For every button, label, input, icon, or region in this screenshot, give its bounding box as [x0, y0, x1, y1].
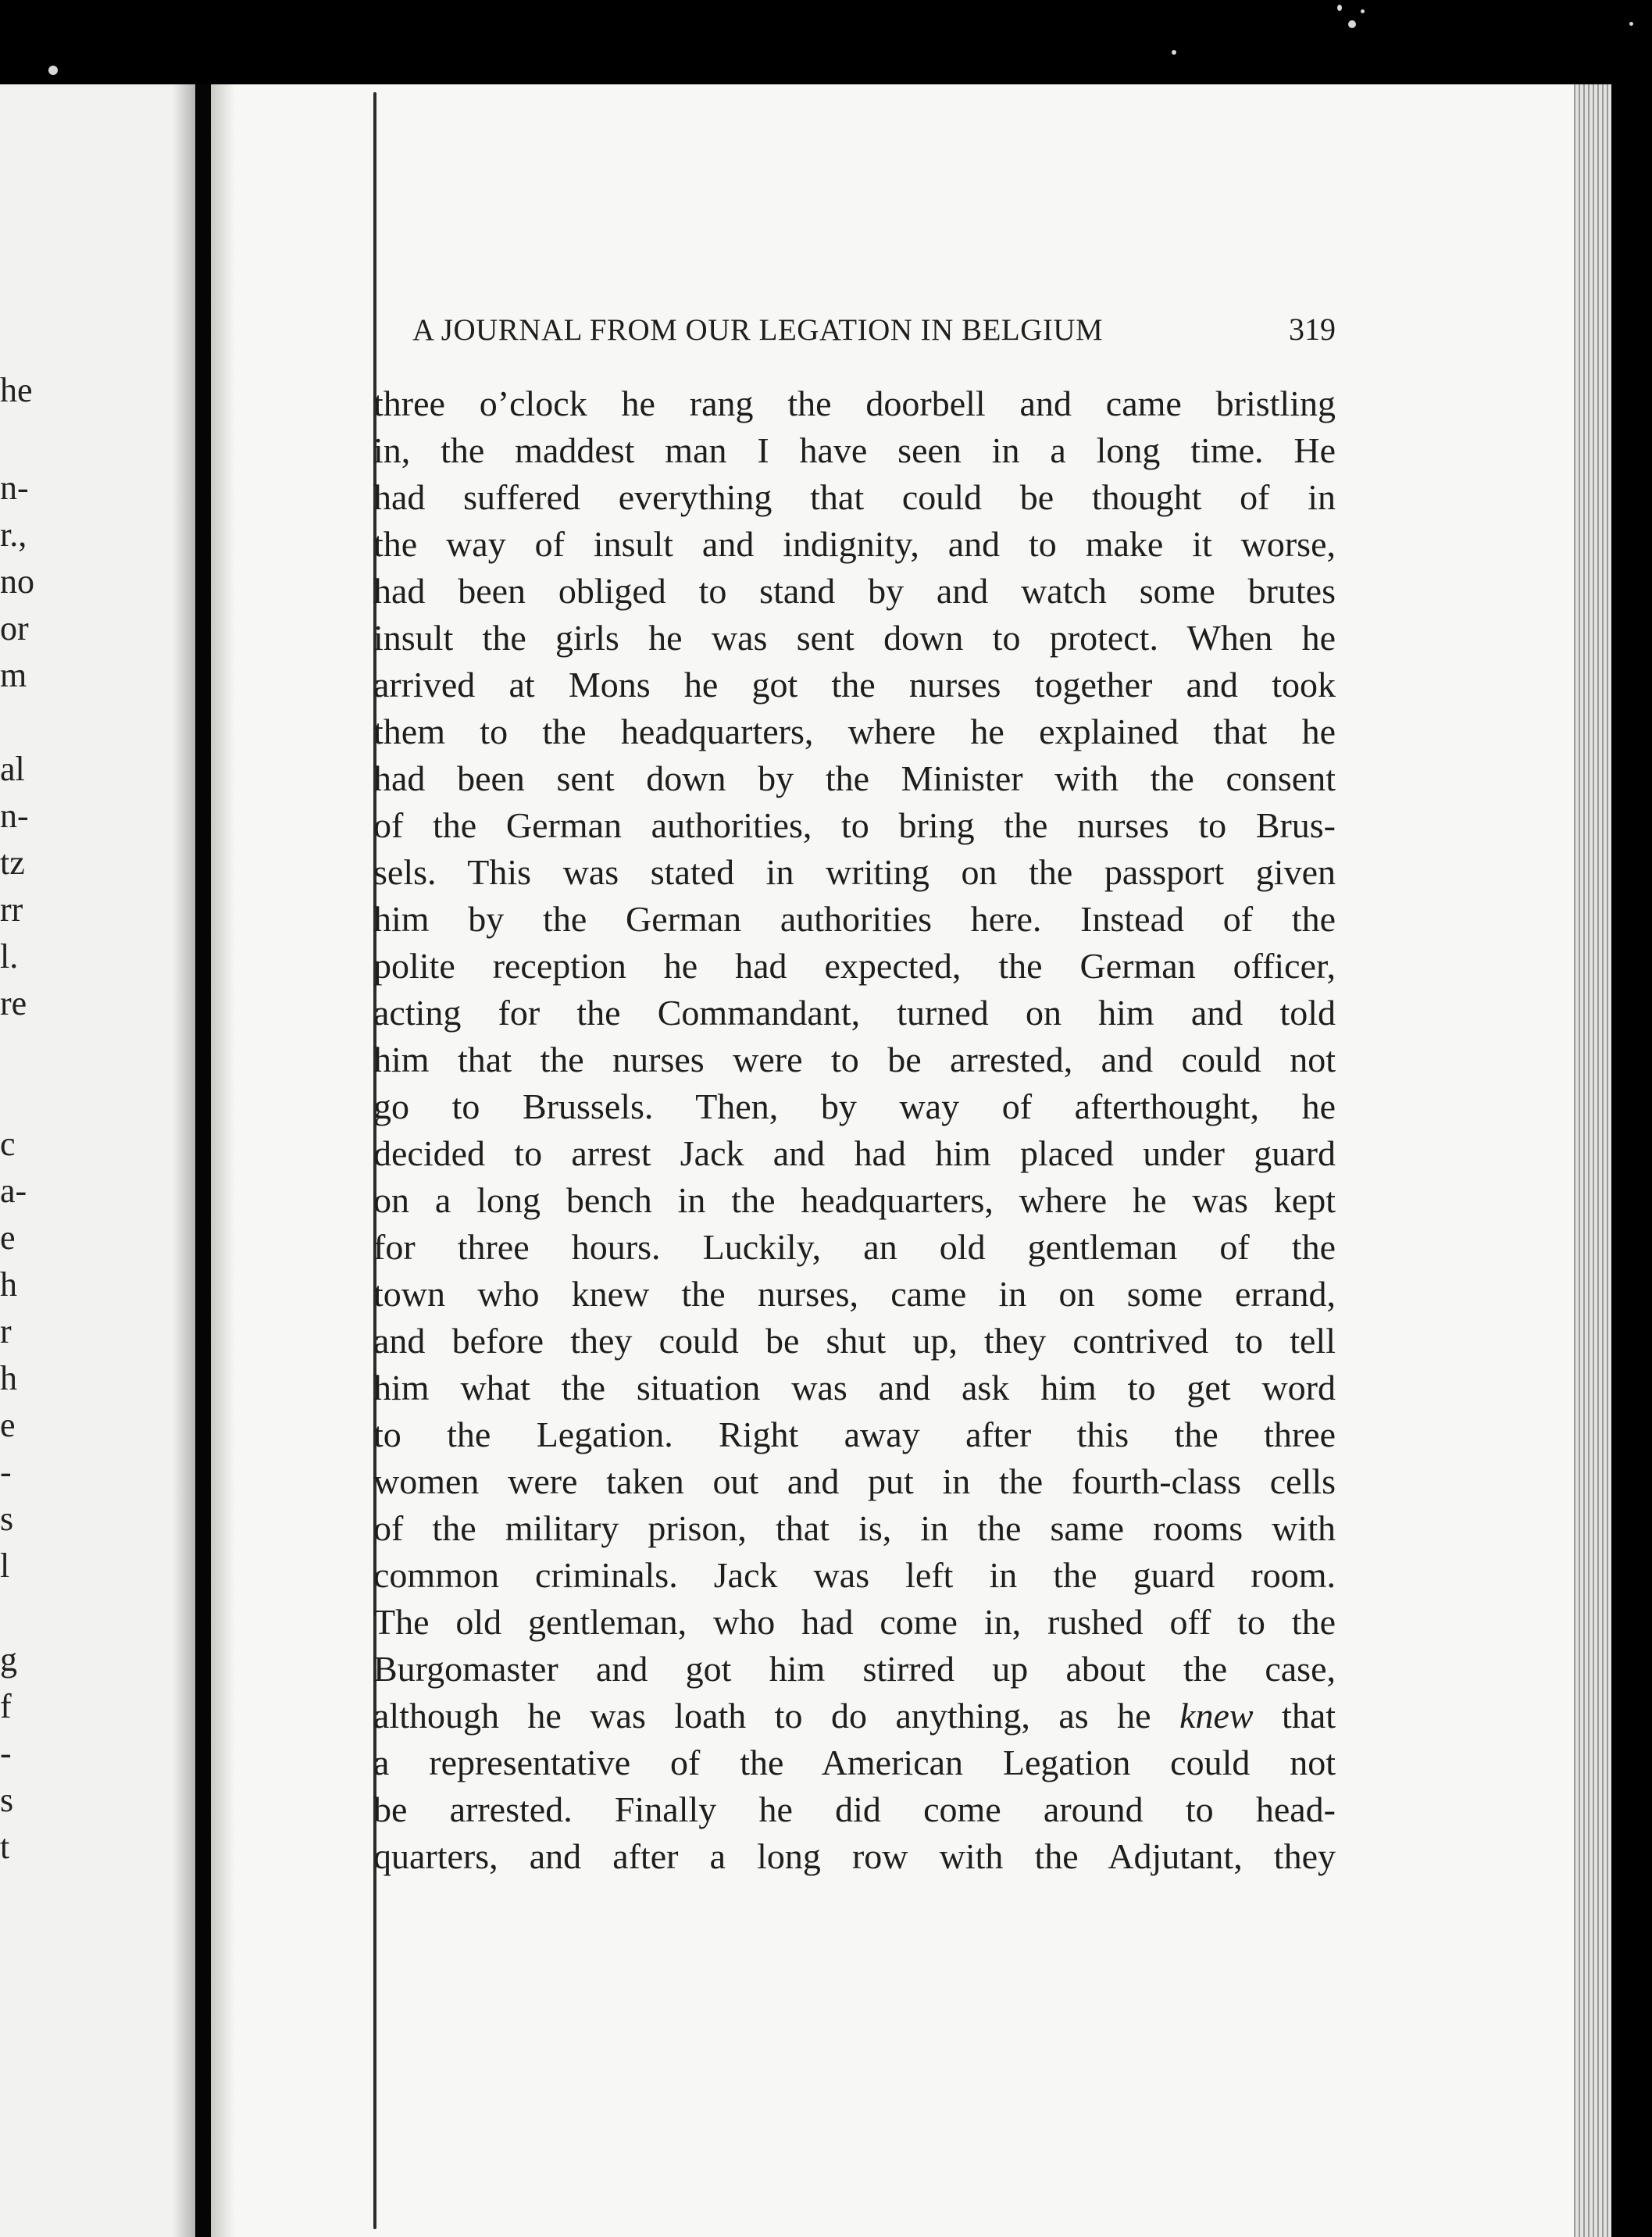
page-fold-shadow: [211, 84, 234, 2237]
facing-fragment: c: [0, 1125, 16, 1163]
text-run: that: [1282, 1696, 1336, 1736]
book-gutter: [195, 84, 211, 2237]
emphasized-word: knew: [1179, 1696, 1254, 1736]
facing-fragment: e: [0, 1406, 16, 1444]
text-line: had been sent down by the Minister with the consent: [373, 758, 1336, 798]
facing-page-shadow: [172, 84, 195, 2237]
text-line: him by the German authorities here. Instead of the: [373, 899, 1336, 939]
text-line: quarters, and after a long row with the Adjutant, they: [373, 1836, 1336, 1876]
text-line: of the military prison, that is, in the same rooms with: [373, 1508, 1336, 1548]
text-line: to the Legation. Right away after this the three: [373, 1415, 1336, 1454]
text-line: in, the maddest man I have seen in a long time. He: [373, 430, 1336, 470]
scan-speck: [1172, 50, 1176, 55]
facing-fragment: f: [0, 1687, 12, 1725]
facing-fragment: g: [0, 1640, 17, 1679]
facing-fragment: s: [0, 1781, 14, 1819]
facing-fragment: l: [0, 1547, 10, 1585]
text-line: had been obliged to stand by and watch some brutes: [373, 571, 1336, 611]
facing-fragment: rr: [0, 890, 23, 929]
text-line: three o’clock he rang the doorbell and came bristling: [373, 384, 1336, 423]
facing-fragment: he: [0, 371, 33, 409]
scan-speck: [1348, 20, 1356, 28]
running-head: [412, 311, 1336, 348]
facing-fragment: or: [0, 609, 29, 648]
facing-fragment: t: [0, 1828, 10, 1866]
facing-fragment: a-: [0, 1172, 27, 1210]
body-text: [373, 380, 1336, 1880]
facing-fragment: n-: [0, 797, 29, 835]
text-line: him that the nurses were to be arrested, and could not: [373, 1040, 1336, 1079]
text-line: women were taken out and put in the fourth-class cells: [373, 1461, 1336, 1501]
text-run: although he was loath to do anything, as he: [373, 1696, 1151, 1736]
scan-speck: [1629, 22, 1633, 26]
facing-page: [0, 84, 195, 2237]
text-line: on a long bench in the headquarters, where he was kept: [373, 1180, 1336, 1220]
scan-speck: [48, 66, 58, 75]
page-stack-edges: [1574, 84, 1611, 2237]
facing-fragment: e: [0, 1218, 16, 1257]
facing-fragment: h: [0, 1359, 17, 1397]
page-number: 319: [1289, 312, 1336, 347]
text-line: of the German authorities, to bring the nurses to Brus-: [373, 805, 1336, 845]
text-line: be arrested. Finally he did come around to head-: [373, 1789, 1336, 1829]
facing-fragment: -: [0, 1734, 12, 1772]
text-line: acting for the Commandant, turned on him and told: [373, 993, 1336, 1033]
facing-fragment: -: [0, 1453, 12, 1491]
facing-fragment: tz: [0, 844, 25, 882]
facing-fragment: r.,: [0, 516, 27, 554]
scan-speck: [1337, 5, 1342, 11]
text-line: decided to arrest Jack and had him placed under guard: [373, 1133, 1336, 1173]
facing-fragment: no: [0, 562, 34, 601]
facing-fragment: s: [0, 1500, 14, 1538]
facing-fragment: m: [0, 656, 27, 694]
text-line: polite reception he had expected, the German officer,: [373, 946, 1336, 986]
text-line: the way of insult and indignity, and to make it worse,: [373, 524, 1336, 564]
facing-fragment: h: [0, 1265, 17, 1304]
text-line: Burgomaster and got him stirred up about the case,: [373, 1649, 1336, 1689]
facing-fragment: re: [0, 984, 27, 1022]
text-line: for three hours. Luckily, an old gentleman of the: [373, 1227, 1336, 1267]
running-head-title: A JOURNAL FROM OUR LEGATION IN BELGIUM: [412, 313, 1104, 347]
text-line: and before they could be shut up, they contrived to tell: [373, 1321, 1336, 1361]
text-line: go to Brussels. Then, by way of afterthought, he: [373, 1086, 1336, 1126]
text-line: insult the girls he was sent down to protect. When he: [373, 618, 1336, 658]
text-line: sels. This was stated in writing on the passport given: [373, 852, 1336, 892]
text-line: common criminals. Jack was left in the guard room.: [373, 1555, 1336, 1595]
text-line-with-emphasis: [373, 1693, 1336, 1739]
text-line: arrived at Mons he got the nurses together and took: [373, 665, 1336, 705]
scan-speck: [1361, 9, 1365, 13]
text-line: had suffered everything that could be thought of in: [373, 477, 1336, 517]
facing-fragment: l.: [0, 937, 19, 976]
text-line: town who knew the nurses, came in on some errand,: [373, 1274, 1336, 1314]
facing-page-text-fragments: [0, 84, 47, 2237]
text-line: The old gentleman, who had come in, rushed off to the: [373, 1602, 1336, 1642]
text-line: a representative of the American Legation could not: [373, 1743, 1336, 1782]
facing-fragment: al: [0, 750, 25, 788]
text-line: them to the headquarters, where he explained that he: [373, 712, 1336, 751]
text-line: him what the situation was and ask him to get word: [373, 1368, 1336, 1407]
facing-fragment: n-: [0, 469, 29, 507]
facing-fragment: r: [0, 1312, 12, 1350]
